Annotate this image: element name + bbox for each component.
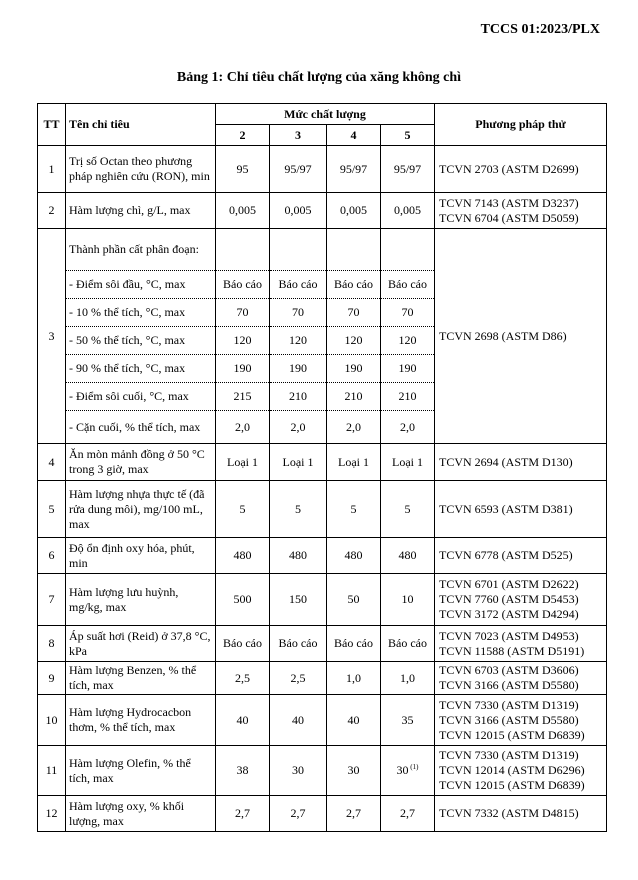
document-code: TCCS 01:2023/PLX: [480, 22, 600, 37]
criterion-name: Hàm lượng nhựa thực tế (đã rửa dung môi), mg/100 mL, max: [66, 481, 216, 538]
level-value-text: 2,5: [235, 670, 250, 685]
test-method-line: TCVN 7332 (ASTM D4815): [439, 806, 579, 820]
level-value-text: 0,005: [340, 203, 367, 217]
level-value-text: Loại 1: [227, 454, 258, 469]
level-value: [381, 626, 435, 662]
level-value-text: 1,0: [400, 670, 415, 685]
table-row: [38, 481, 607, 538]
level-value-empty: [216, 229, 270, 271]
criterion-name: Thành phần cất phân đoạn:: [66, 229, 216, 271]
test-method-line: TCVN 2698 (ASTM D86): [439, 328, 567, 343]
level-value-text: 2,7: [235, 806, 250, 820]
header-level-2: 2: [216, 125, 270, 146]
row-number: 11: [38, 746, 66, 796]
level-value: [381, 574, 435, 626]
level-value: 2,0: [327, 411, 381, 444]
table-row: [38, 746, 607, 796]
level-value: [381, 695, 435, 746]
level-value: [270, 444, 327, 481]
test-method: [435, 444, 607, 481]
level-value-text: 500: [233, 592, 252, 606]
level-value: [327, 193, 381, 229]
level-value: [216, 444, 270, 481]
level-value: [216, 796, 270, 832]
test-method-line: TCVN 3166 (ASTM D5580): [439, 712, 579, 727]
table-row: [38, 695, 607, 746]
table-row: [38, 444, 607, 481]
table-row: [38, 193, 607, 229]
row-number: 4: [38, 444, 66, 481]
level-value: 210: [270, 383, 327, 411]
level-value-text: 40: [292, 712, 304, 727]
level-value: 190: [381, 355, 435, 383]
level-value: [381, 746, 435, 796]
header-level-5: 5: [381, 125, 435, 146]
level-value-text: 1,0: [346, 670, 361, 685]
level-value-text: Loại 1: [392, 454, 423, 469]
level-value-text: 2,7: [290, 806, 306, 820]
level-value: 120: [216, 327, 270, 355]
level-value: Báo cáo: [381, 271, 435, 299]
level-value-text: 480: [233, 548, 252, 562]
level-value: 190: [216, 355, 270, 383]
level-value-text: 5: [404, 501, 411, 516]
level-value-text: 5: [295, 501, 301, 516]
level-value: 70: [381, 299, 435, 327]
level-value-text: 2,5: [290, 670, 306, 685]
level-value-text: 95/97: [339, 161, 368, 176]
level-value-text: 0,005: [394, 203, 421, 217]
level-value: [216, 481, 270, 538]
test-method-line: TCVN 7023 (ASTM D4953): [439, 628, 579, 643]
header-level-4: 4: [327, 125, 381, 146]
test-method: [435, 574, 607, 626]
level-value: [381, 193, 435, 229]
level-value-text: 38: [236, 763, 249, 777]
level-value: [327, 481, 381, 538]
test-method-line: TCVN 12015 (ASTM D6839): [439, 778, 585, 792]
level-value: 70: [327, 299, 381, 327]
test-method-line: TCVN 2703 (ASTM D2699): [439, 161, 579, 176]
level-value-text: 35: [401, 712, 414, 727]
quality-spec-table: [37, 103, 607, 832]
level-value-text: 95/97: [393, 161, 422, 176]
criterion-name: Trị số Octan theo phương pháp nghiên cứu (RON), min: [66, 146, 216, 193]
test-method: [435, 193, 607, 229]
level-value-text: 480: [289, 548, 307, 562]
level-value: [216, 146, 270, 193]
level-value-text: Báo cáo: [223, 636, 262, 650]
level-value: [216, 626, 270, 662]
level-value-text: 2,7: [346, 806, 361, 820]
table-row: [38, 229, 607, 271]
sub-criterion-name: - 50 % thể tích, °C, max: [66, 327, 216, 355]
test-method: [435, 538, 607, 574]
row-number: 6: [38, 538, 66, 574]
level-value-text: 95/97: [284, 161, 312, 176]
level-value-text: 2,7: [400, 806, 415, 820]
criterion-name: Hàm lượng lưu huỳnh, mg/kg, max: [66, 574, 216, 626]
level-value-empty: [327, 229, 381, 271]
criterion-name: Hàm lượng oxy, % khối lượng, max: [66, 796, 216, 832]
level-value: 190: [270, 355, 327, 383]
row-number: 7: [38, 574, 66, 626]
level-value: [327, 695, 381, 746]
level-value: [381, 796, 435, 832]
test-method-line: TCVN 3166 (ASTM D5580): [439, 678, 579, 692]
test-method-line: TCVN 6704 (ASTM D5059): [439, 210, 579, 225]
level-value: [270, 626, 327, 662]
test-method-line: TCVN 6593 (ASTM D381): [439, 501, 573, 516]
header-name: Tên chỉ tiêu: [66, 104, 216, 146]
level-value: 2,0: [270, 411, 327, 444]
test-method-line: TCVN 12014 (ASTM D6296): [439, 763, 585, 777]
row-number: 2: [38, 193, 66, 229]
row-number: 3: [38, 229, 66, 444]
level-value-text: 5: [239, 501, 246, 516]
test-method-line: TCVN 11588 (ASTM D5191): [439, 643, 585, 658]
level-value-text: 50: [347, 592, 360, 606]
level-value-text: Báo cáo: [334, 636, 373, 650]
sub-criterion-name: - Điểm sôi đầu, °C, max: [66, 271, 216, 299]
level-value: [327, 146, 381, 193]
level-value: [270, 193, 327, 229]
criterion-name: Hàm lượng chì, g/L, max: [66, 193, 216, 229]
test-method: [435, 695, 607, 746]
level-value: [270, 538, 327, 574]
test-method-line: TCVN 7330 (ASTM D1319): [439, 748, 579, 762]
level-value: 190: [327, 355, 381, 383]
row-number: 5: [38, 481, 66, 538]
level-value: [327, 444, 381, 481]
level-value: [270, 662, 327, 695]
level-value: [381, 662, 435, 695]
level-value: [270, 746, 327, 796]
test-method-line: TCVN 7330 (ASTM D1319): [439, 697, 579, 712]
criterion-name: Độ ổn định oxy hóa, phút, min: [66, 538, 216, 574]
test-method-line: TCVN 6703 (ASTM D3606): [439, 663, 579, 677]
level-value-text: 5: [350, 501, 357, 516]
level-value: Báo cáo: [327, 271, 381, 299]
criterion-name: Áp suất hơi (Reid) ở 37,8 °C, kPa: [66, 626, 216, 662]
level-value: [327, 796, 381, 832]
level-value-text: 10: [401, 592, 414, 606]
level-value-text: 480: [344, 548, 363, 562]
level-value: [216, 574, 270, 626]
level-value-empty: [270, 229, 327, 271]
table-row: [38, 626, 607, 662]
level-value: [381, 444, 435, 481]
level-value: [381, 538, 435, 574]
sub-criterion-name: - Cặn cuối, % thể tích, max: [66, 411, 216, 444]
test-method-line: TCVN 6701 (ASTM D2622): [439, 577, 579, 591]
level-value-text: Loại 1: [338, 454, 369, 469]
row-number: 8: [38, 626, 66, 662]
table-title: Bảng 1: Chỉ tiêu chất lượng của xăng không chì: [176, 70, 462, 85]
test-method: [435, 626, 607, 662]
row-number: 12: [38, 796, 66, 832]
level-value: 70: [216, 299, 270, 327]
level-value-text: 0,005: [284, 203, 312, 217]
criterion-name: Hàm lượng Benzen, % thể tích, max: [66, 662, 216, 695]
criterion-name: Hàm lượng Olefin, % thể tích, max: [66, 746, 216, 796]
row-number: 10: [38, 695, 66, 746]
level-value-text: 0,005: [229, 203, 256, 217]
level-value: 120: [327, 327, 381, 355]
header-tt: TT: [38, 104, 66, 146]
test-method: [435, 662, 607, 695]
level-value: 2,0: [216, 411, 270, 444]
level-value: [327, 626, 381, 662]
level-value-text: Báo cáo: [388, 636, 427, 650]
row-number: 9: [38, 662, 66, 695]
level-value-text: 150: [289, 592, 307, 606]
level-value: 120: [381, 327, 435, 355]
test-method-line: TCVN 7143 (ASTM D3237): [439, 195, 579, 210]
table-row: [38, 574, 607, 626]
table-row: [38, 796, 607, 832]
level-value: [327, 662, 381, 695]
level-value: [216, 695, 270, 746]
level-value: [270, 146, 327, 193]
test-method-line: TCVN 12015 (ASTM D6839): [439, 727, 585, 742]
test-method: [435, 481, 607, 538]
level-value-text: 40: [236, 712, 249, 727]
level-value-text: Báo cáo: [278, 636, 318, 650]
level-value: 210: [327, 383, 381, 411]
table-row: [38, 662, 607, 695]
table-row: [38, 146, 607, 193]
level-value: 120: [270, 327, 327, 355]
level-value-text: 30: [292, 763, 304, 777]
test-method-line: TCVN 3172 (ASTM D4294): [439, 607, 579, 621]
table-row: [38, 538, 607, 574]
level-value: 210: [381, 383, 435, 411]
criterion-name: Ăn mòn mảnh đồng ở 50 °C trong 3 giờ, max: [66, 444, 216, 481]
level-value: 70: [270, 299, 327, 327]
test-method-line: TCVN 6778 (ASTM D525): [439, 548, 573, 562]
footnote-marker: (1): [408, 763, 419, 771]
test-method: [435, 229, 607, 444]
level-value: 215: [216, 383, 270, 411]
test-method: [435, 746, 607, 796]
level-value: Báo cáo: [216, 271, 270, 299]
level-value: [381, 481, 435, 538]
level-value: [270, 796, 327, 832]
level-value: [270, 481, 327, 538]
level-value: [216, 662, 270, 695]
level-value: [216, 193, 270, 229]
level-value: [216, 538, 270, 574]
level-value-text: 40: [347, 712, 360, 727]
header-method: Phương pháp thử: [435, 104, 607, 146]
level-value-text: Loại 1: [282, 454, 314, 469]
header-level-3: 3: [270, 125, 327, 146]
criterion-name: Hàm lượng Hydrocacbon thơm, % thể tích, max: [66, 695, 216, 746]
level-value-text: 95: [236, 161, 249, 176]
level-value: [327, 746, 381, 796]
level-value: [327, 574, 381, 626]
test-method-line: TCVN 2694 (ASTM D130): [439, 454, 573, 469]
row-number: 1: [38, 146, 66, 193]
sub-criterion-name: - Điểm sôi cuối, °C, max: [66, 383, 216, 411]
level-value: 2,0: [381, 411, 435, 444]
level-value-text: 30: [396, 763, 409, 777]
sub-criterion-name: - 90 % thể tích, °C, max: [66, 355, 216, 383]
level-value: [381, 146, 435, 193]
level-value: Báo cáo: [270, 271, 327, 299]
level-value: [270, 695, 327, 746]
test-method: [435, 796, 607, 832]
test-method-line: TCVN 7760 (ASTM D5453): [439, 592, 579, 606]
level-value-text: 30: [347, 763, 360, 777]
level-value: [216, 746, 270, 796]
header-level: Mức chất lượng: [216, 104, 435, 125]
level-value: [270, 574, 327, 626]
sub-criterion-name: - 10 % thể tích, °C, max: [66, 299, 216, 327]
test-method: [435, 146, 607, 193]
level-value-text: 480: [398, 548, 417, 562]
level-value-empty: [381, 229, 435, 271]
level-value: [327, 538, 381, 574]
